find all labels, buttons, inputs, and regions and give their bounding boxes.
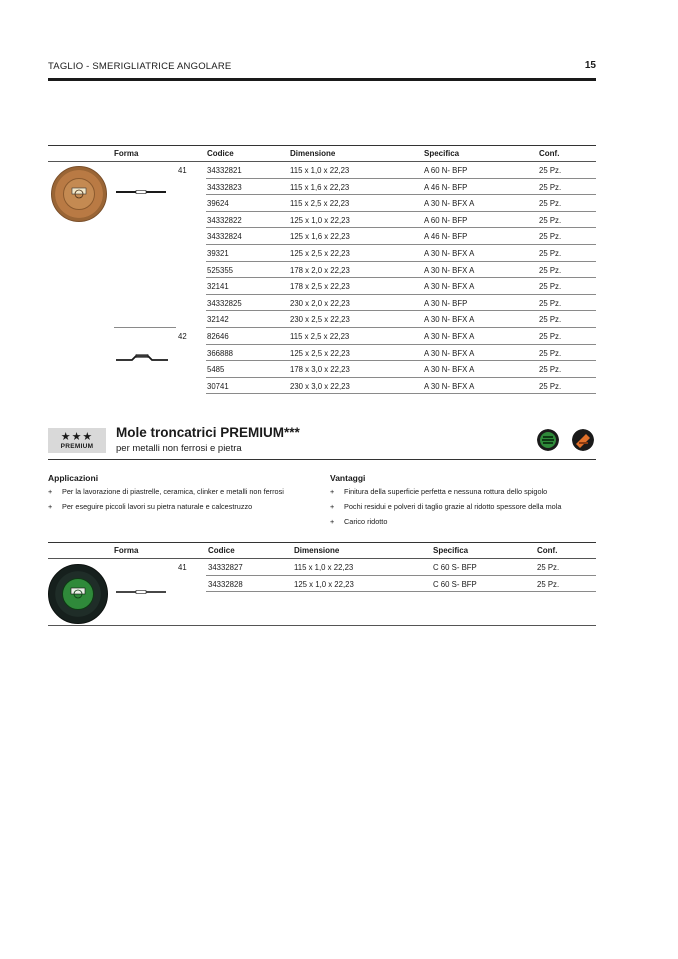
table-row [206, 179, 596, 196]
cell-specifica: A 46 N- BFP [424, 232, 468, 242]
cell-dimensione: 230 x 2,0 x 22,23 [290, 298, 350, 308]
cell-dimensione: 125 x 1,6 x 22,23 [290, 232, 350, 242]
disc-label-icon [62, 578, 94, 610]
table-row [206, 162, 596, 179]
table-row [206, 295, 596, 312]
depressed-center-profile-icon [116, 352, 168, 364]
cell-conf: 25 Pz. [539, 265, 562, 275]
cell-dimensione: 115 x 1,0 x 22,23 [290, 166, 350, 175]
product-title: Mole troncatrici PREMIUM*** [116, 425, 300, 440]
vantaggi-item: + Pochi residui e polveri di taglio grazie al ridotto spessore della mola [330, 502, 562, 511]
cell-dimensione: 115 x 1,6 x 22,23 [290, 182, 350, 192]
cell-conf: 25 Pz. [539, 182, 562, 192]
cell-dimensione: 115 x 1,0 x 22,23 [294, 563, 354, 572]
header-codice: Codice [208, 546, 235, 555]
cell-codice: 34332824 [207, 232, 242, 242]
cell-conf: 25 Pz. [539, 315, 562, 325]
cell-codice: 34332828 [208, 579, 243, 589]
cell-dimensione: 178 x 2,5 x 22,23 [290, 282, 350, 292]
header-codice: Codice [207, 149, 234, 158]
cell-codice: 39321 [207, 249, 229, 258]
header-rule [48, 78, 596, 81]
header-dimensione: Dimensione [294, 546, 340, 555]
cell-conf: 25 Pz. [539, 348, 562, 358]
cell-codice: 34332821 [207, 166, 242, 175]
table-row [206, 559, 596, 576]
cell-dimensione: 178 x 2,0 x 22,23 [290, 265, 350, 275]
table-top-rule [48, 145, 596, 146]
cell-dimensione: 115 x 2,5 x 22,23 [290, 332, 350, 341]
cell-specifica: C 60 S- BFP [433, 579, 477, 589]
vantaggi-item: + Finitura della superficie perfetta e nessuna rottura dello spigolo [330, 487, 548, 496]
cell-codice: 32142 [207, 315, 229, 325]
form-number-41: 41 [178, 563, 187, 572]
cell-specifica: A 30 N- BFX A [424, 332, 475, 341]
green-cutting-disc-image [48, 564, 108, 624]
disc-logo-icon [64, 179, 94, 209]
plus-bullet-icon: + [330, 502, 335, 511]
cell-dimensione: 115 x 2,5 x 22,23 [290, 199, 350, 209]
table-row [206, 361, 596, 378]
cell-conf: 25 Pz. [537, 563, 560, 572]
brown-cutting-disc-image [51, 166, 107, 222]
group-separator [114, 327, 176, 328]
cell-specifica: A 30 N- BFX A [424, 365, 475, 375]
cell-conf: 25 Pz. [539, 381, 562, 391]
disc-logo-icon [63, 579, 93, 609]
cell-specifica: A 46 N- BFP [424, 182, 468, 192]
disc-label-icon [63, 178, 95, 210]
cell-conf: 25 Pz. [539, 215, 562, 225]
cell-specifica: A 60 N- BFP [424, 215, 468, 225]
section-rule [48, 459, 596, 460]
table-row [206, 311, 596, 328]
flat-disc-profile-icon [116, 187, 168, 197]
cell-codice: 5485 [207, 365, 225, 375]
cell-specifica: A 30 N- BFX A [424, 282, 475, 292]
header-forma: Forma [114, 546, 139, 555]
cell-conf: 25 Pz. [539, 282, 562, 292]
plus-bullet-icon: + [330, 487, 335, 496]
cell-specifica: A 30 N- BFX A [424, 199, 475, 209]
table-row [206, 378, 596, 395]
cell-specifica: A 30 N- BFP [424, 298, 468, 308]
plus-bullet-icon: + [48, 487, 53, 496]
cell-conf: 25 Pz. [539, 249, 562, 258]
cell-specifica: A 30 N- BFX A [424, 265, 475, 275]
vantaggi-heading: Vantaggi [330, 473, 366, 483]
table-row [206, 245, 596, 262]
cell-codice: 32141 [207, 282, 229, 292]
plus-bullet-icon: + [48, 502, 53, 511]
applicazioni-heading: Applicazioni [48, 473, 99, 483]
section-title: TAGLIO - SMERIGLIATRICE ANGOLARE [48, 61, 232, 72]
header-specifica: Specifica [424, 149, 460, 158]
table-row [206, 345, 596, 362]
cell-dimensione: 125 x 1,0 x 22,23 [294, 579, 354, 589]
header-conf: Conf. [539, 149, 560, 158]
premium-stars: ★★★ [60, 431, 94, 443]
premium-badge [48, 428, 106, 453]
applicazioni-item: + Per eseguire piccoli lavori su pietra naturale e calcestruzzo [48, 502, 253, 511]
cell-specifica: A 30 N- BFX A [424, 348, 475, 358]
cell-codice: 30741 [207, 381, 229, 391]
applicazioni-item: + Per la lavorazione di piastrelle, ceramica, clinker e metalli non ferrosi [48, 487, 284, 496]
product-table-1 [48, 145, 596, 397]
cell-dimensione: 125 x 1,0 x 22,23 [290, 215, 350, 225]
table-row [206, 212, 596, 229]
product-table-2 [48, 542, 596, 626]
table-row [206, 195, 596, 212]
cell-codice: 34332823 [207, 182, 242, 192]
cell-specifica: A 30 N- BFX A [424, 381, 475, 391]
header-conf: Conf. [537, 546, 558, 555]
cell-conf: 25 Pz. [539, 365, 562, 375]
product-subtitle: per metalli non ferrosi e pietra [116, 443, 242, 454]
cell-conf: 25 Pz. [539, 232, 562, 242]
cell-codice: 525355 [207, 265, 234, 275]
header-dimensione: Dimensione [290, 149, 336, 158]
table-row [206, 576, 596, 593]
cell-codice: 34332822 [207, 215, 242, 225]
cell-codice: 34332827 [208, 563, 243, 572]
metal-material-icon [572, 429, 594, 451]
header-specifica: Specifica [433, 546, 469, 555]
cell-codice: 366888 [207, 348, 234, 358]
table-row [206, 328, 596, 345]
page-number: 15 [584, 60, 596, 71]
cell-specifica: C 60 S- BFP [433, 563, 477, 572]
table-row [206, 278, 596, 295]
cell-dimensione: 230 x 2,5 x 22,23 [290, 315, 350, 325]
plus-bullet-icon: + [330, 517, 335, 526]
cell-conf: 25 Pz. [539, 166, 562, 175]
table-top-rule [48, 542, 596, 543]
premium-badge-label: PREMIUM [60, 443, 94, 450]
cell-codice: 34332825 [207, 298, 242, 308]
table-row [206, 228, 596, 245]
cell-conf: 25 Pz. [537, 579, 560, 589]
stone-material-icon [537, 429, 559, 451]
cell-specifica: A 30 N- BFX A [424, 249, 475, 258]
cell-codice: 39624 [207, 199, 229, 209]
header-forma: Forma [114, 149, 139, 158]
cell-dimensione: 125 x 2,5 x 22,23 [290, 348, 350, 358]
cell-codice: 82646 [207, 332, 229, 341]
form-number-41: 41 [178, 166, 187, 175]
table-row [206, 262, 596, 279]
cell-dimensione: 178 x 3,0 x 22,23 [290, 365, 350, 375]
cell-specifica: A 60 N- BFP [424, 166, 468, 175]
vantaggi-item: + Carico ridotto [330, 517, 388, 526]
cell-conf: 25 Pz. [539, 199, 562, 209]
cell-specifica: A 30 N- BFX A [424, 315, 475, 325]
flat-disc-profile-icon [116, 587, 168, 597]
cell-conf: 25 Pz. [539, 298, 562, 308]
table-bottom-rule [48, 625, 596, 626]
cell-conf: 25 Pz. [539, 332, 562, 341]
cell-dimensione: 125 x 2,5 x 22,23 [290, 249, 350, 258]
form-number-42: 42 [178, 332, 187, 341]
cell-dimensione: 230 x 3,0 x 22,23 [290, 381, 350, 391]
